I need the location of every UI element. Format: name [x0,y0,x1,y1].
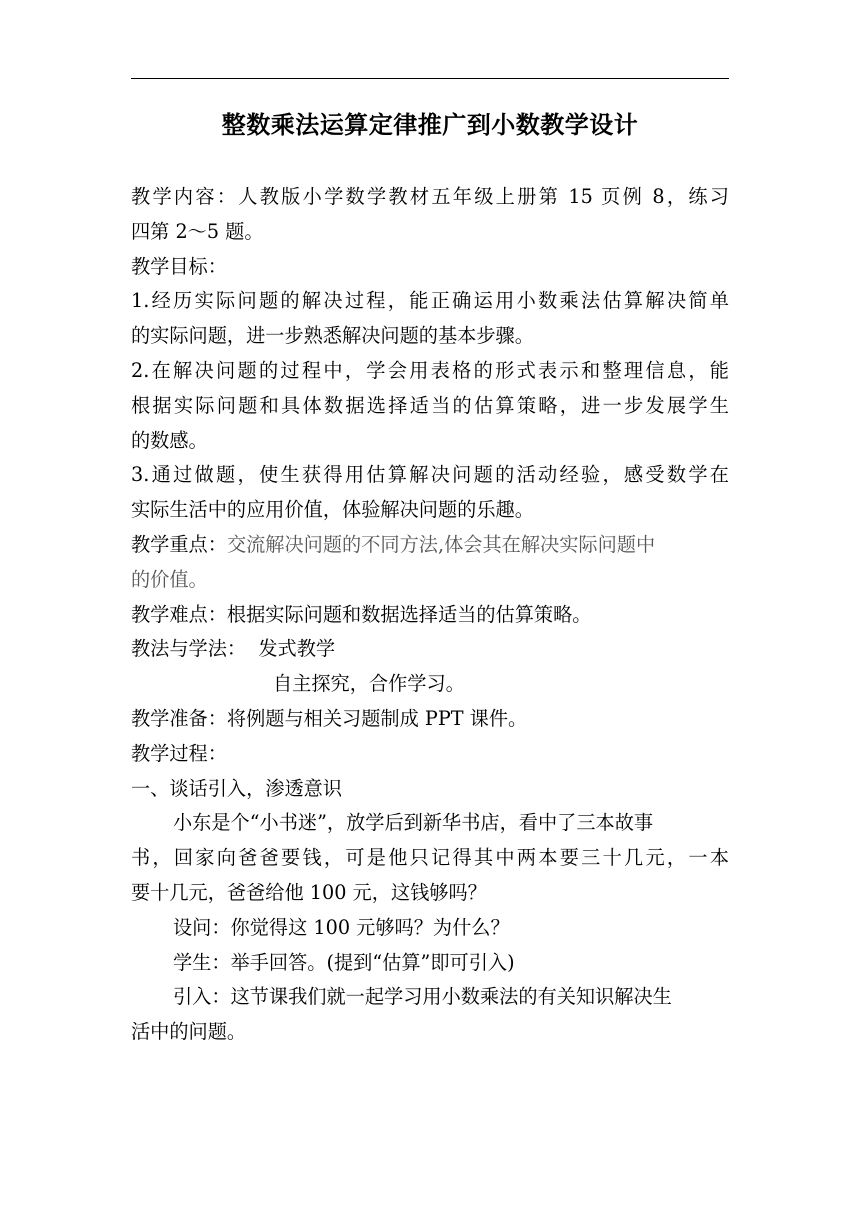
preparation-line: 教学准备：将例题与相关习题制成 PPT 课件。 [131,706,528,730]
document-title: 整数乘法运算定律推广到小数教学设计 [221,111,639,139]
teaching-content-line-1: 教学内容：人教版小学数学教材五年级上册第 15 页例 8，练习 [131,185,729,208]
student-line: 学生：举手回答。(提到“估算”即可引入) [173,950,515,974]
key-point-text: 交流解决问题的不同方法,体会其在解决实际问题中 [226,532,656,556]
key-point-line-1 [131,528,729,563]
objective-2-line-2: 根据实际问题和具体数据选择适当的估算策略，进一步发展学生 [131,393,729,417]
story-line-2: 书，回家向爸爸要钱，可是他只记得其中两本要三十几元，一本 [131,846,729,870]
objectives-heading: 教学目标： [131,254,227,278]
difficulty-line: 教学难点：根据实际问题和数据选择适当的估算策略。 [131,602,592,626]
document-body [131,180,729,1050]
section-1-heading: 一、谈话引入，渗透意识 [131,776,343,800]
story-line-3: 要十几元，爸爸给他 100 元，这钱够吗？ [131,880,487,904]
methods-line-1: 教法与学法： 发式教学 [131,637,336,661]
teaching-content-line-2: 四第 2～5 题。 [131,219,264,243]
intro-line-1: 引入：这节课我们就一起学习用小数乘法的有关知识解决生 [173,985,672,1009]
process-heading: 教学过程： [131,741,227,765]
objective-1-line-2: 的实际问题，进一步熟悉解决问题的基本步骤。 [131,324,534,348]
header-rule [131,78,729,79]
objective-2-line-1: 2.在解决问题的过程中，学会用表格的形式表示和整理信息，能 [131,358,729,382]
objective-3-line-1: 3.通过做题，使生获得用估算解决问题的活动经验，感受数学在 [131,463,729,487]
question-line: 设问：你觉得这 100 元够吗？为什么？ [173,915,510,939]
methods-line-2: 自主探究，合作学习。 [273,672,465,696]
story-line-1: 小东是个“小书迷”，放学后到新华书店，看中了三本故事 [173,811,654,835]
objective-1-line-1: 1.经历实际问题的解决过程，能正确运用小数乘法估算解决简单 [131,289,729,313]
objective-2-line-3: 的数感。 [131,428,208,452]
key-point-line-2: 的价值。 [131,567,208,591]
key-point-label: 教学重点： [131,532,227,556]
objective-3-line-2: 实际生活中的应用价值，体验解决问题的乐趣。 [131,498,534,522]
intro-line-2: 活中的问题。 [131,1020,247,1044]
